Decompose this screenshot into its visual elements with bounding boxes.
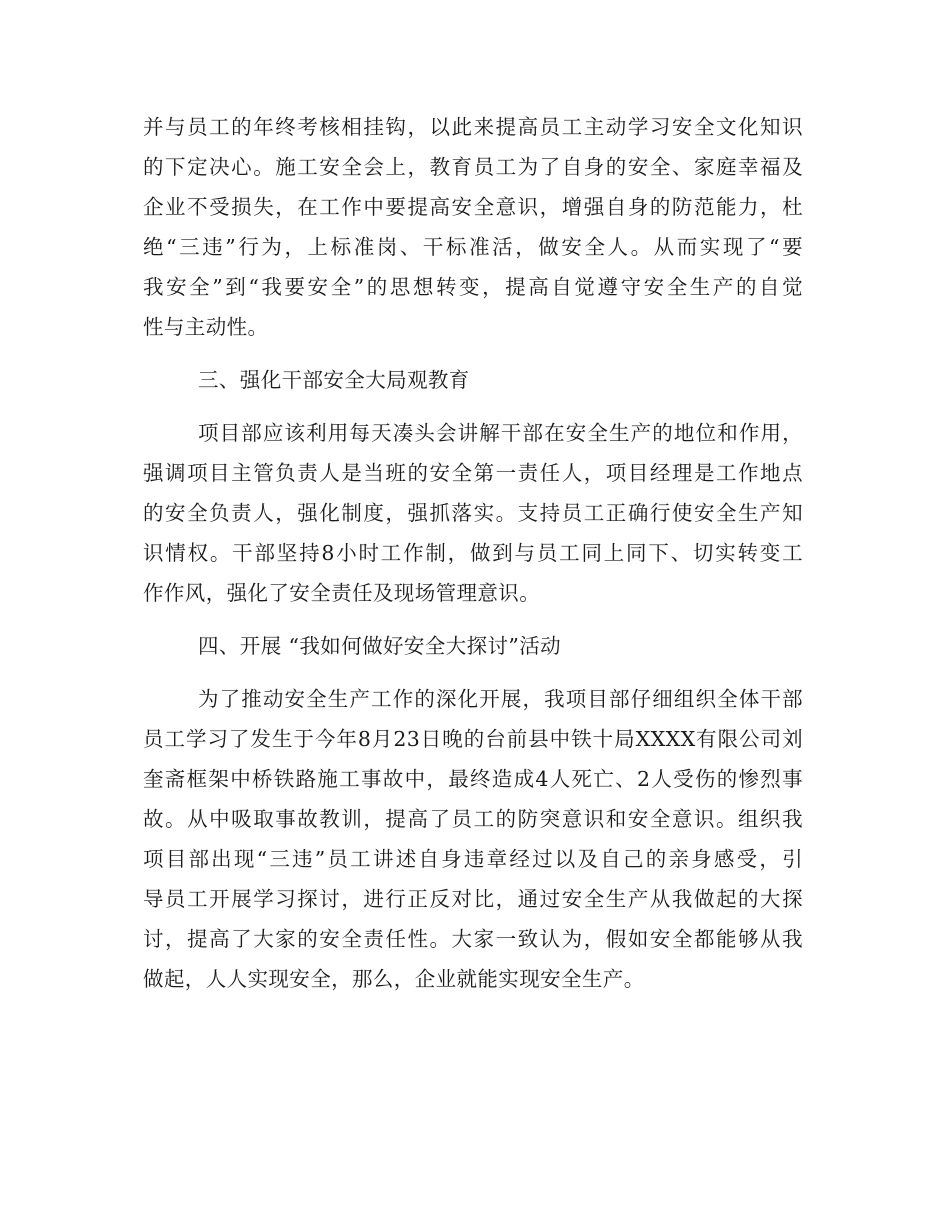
text-line: 员工学习了发生于今年8月23日晚的台前县中铁十局XXXX有限公司刘 <box>143 727 803 751</box>
text-line: 企业不受损失，在工作中要提高安全意识，增强自身的防范能力，杜 <box>143 195 803 219</box>
paragraph-3 <box>143 679 803 999</box>
text-line: 的下定决心。施工安全会上，教育员工为了自身的安全、家庭幸福及 <box>143 155 803 179</box>
paragraph-gap <box>143 666 803 679</box>
text-line: 讨，提高了大家的安全责任性。大家一致认为，假如安全都能够从我 <box>143 927 803 951</box>
document-page <box>143 107 803 999</box>
text-line: 绝“三违”行为，上标准岗、干标准活，做安全人。从而实现了“要 <box>143 235 803 259</box>
text-line: 做起，人人实现安全，那么，企业就能实现安全生产。 <box>143 967 645 991</box>
text-line: 奎斋框架中桥铁路施工事故中，最终造成4人死亡、2人受伤的惨烈事 <box>143 767 803 791</box>
paragraph-gap <box>143 347 803 360</box>
text-line: 为了推动安全生产工作的深化开展，我项目部仔细组织全体干部 <box>198 687 803 711</box>
text-line: 项目部出现“三违”员工讲述自身违章经过以及自己的亲身感受，引 <box>143 847 803 871</box>
text-line: 并与员工的年终考核相挂钩，以此来提高员工主动学习安全文化知识 <box>143 115 803 139</box>
text-line: 的安全负责人，强化制度，强抓落实。支持员工正确行使安全生产知 <box>143 501 803 525</box>
text-line: 导员工开展学习探讨，进行正反对比，通过安全生产从我做起的大探 <box>143 887 803 911</box>
paragraph-2 <box>143 413 803 613</box>
paragraph-gap <box>143 400 803 413</box>
section-heading-3: 三、强化干部安全大局观教育 <box>198 368 470 392</box>
paragraph-1 <box>143 107 803 347</box>
text-line: 项目部应该利用每天凑头会讲解干部在安全生产的地位和作用， <box>198 421 803 445</box>
text-line: 强调项目主管负责人是当班的安全第一责任人，项目经理是工作地点 <box>143 461 803 485</box>
text-line: 性与主动性。 <box>143 315 269 339</box>
paragraph-gap <box>143 613 803 626</box>
text-line: 我安全”到“我要安全”的思想转变，提高自觉遵守安全生产的自觉 <box>143 275 803 299</box>
section-heading-4: 四、开展 “我如何做好安全大探讨”活动 <box>198 634 562 658</box>
text-line: 作作风，强化了安全责任及现场管理意识。 <box>143 581 541 605</box>
text-line: 识情权。干部坚持8小时工作制，做到与员工同上同下、切实转变工 <box>143 541 803 565</box>
text-line: 故。从中吸取事故教训，提高了员工的防突意识和安全意识。组织我 <box>143 807 803 831</box>
